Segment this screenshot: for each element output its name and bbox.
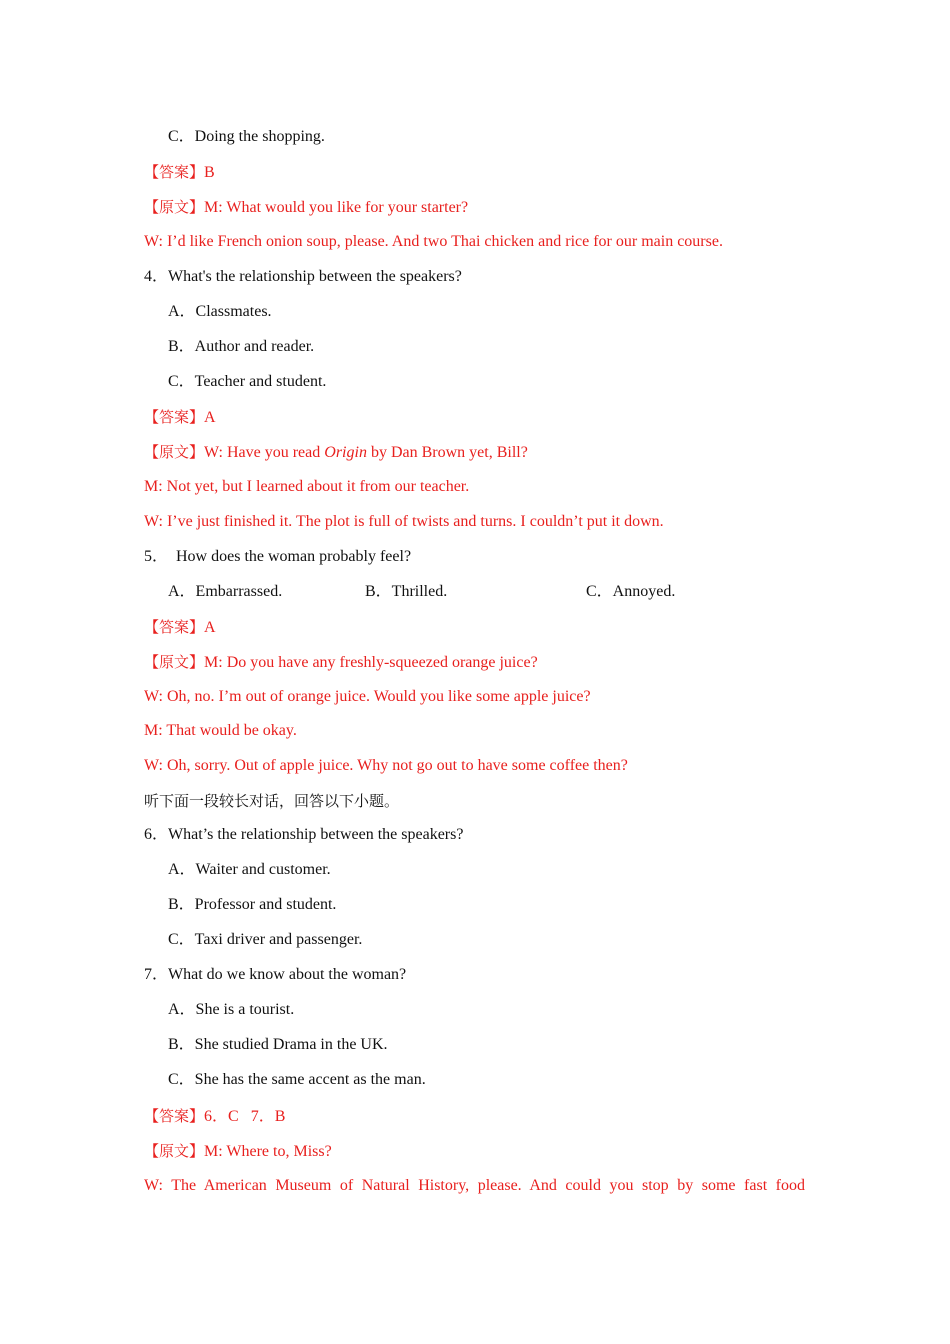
book-title: Origin	[324, 444, 367, 461]
transcript-label: 【原文】	[144, 443, 205, 461]
answer-label: 【答案】	[144, 1107, 205, 1125]
q7-option-a: A．She is a tourist.	[168, 1001, 295, 1018]
q6-7-answer	[144, 1106, 285, 1126]
q3-transcript: 【原文】M: What would you like for your starter?	[144, 198, 469, 216]
transcript-label: 【原文】	[144, 198, 205, 216]
q6-option-c: C．Taxi driver and passenger.	[168, 931, 363, 948]
q3-answer	[144, 162, 215, 182]
q6-7-transcript-line: W: The American Museum of Natural History, please. And could you stop by some fast food	[144, 1177, 805, 1194]
q5-transcript-line: M: That would be okay.	[144, 722, 297, 739]
transcript-label: 【原文】	[144, 1142, 205, 1160]
q6-option-a: A．Waiter and customer.	[168, 861, 331, 878]
q6-question: 6．What’s the relationship between the speakers?	[144, 826, 464, 843]
q5-transcript-line: W: Oh, no. I’m out of orange juice. Would you like some apple juice?	[144, 688, 591, 705]
q5-answer	[144, 617, 216, 637]
q7-option-b: B．She studied Drama in the UK.	[168, 1036, 388, 1053]
q3-transcript-line: W: I’d like French onion soup, please. And two Thai chicken and rice for our main course.	[144, 233, 723, 250]
q4-transcript: 【原文】W: Have you read Origin by Dan Brown yet, Bill?	[144, 443, 528, 461]
q5-option-a: A．Embarrassed.	[168, 583, 283, 600]
q7-question: 7．What do we know about the woman?	[144, 966, 407, 983]
q5-transcript-line: W: Oh, sorry. Out of apple juice. Why not go out to have some coffee then?	[144, 757, 628, 774]
answer-value: A	[204, 409, 216, 426]
q4-option-a: A．Classmates.	[168, 303, 272, 320]
q5-option-c: C．Annoyed.	[586, 583, 676, 600]
answer-label: 【答案】	[144, 408, 205, 426]
transcript-label: 【原文】	[144, 653, 205, 671]
q6-7-transcript: 【原文】M: Where to, Miss?	[144, 1142, 332, 1160]
answer-label: 【答案】	[144, 618, 205, 636]
q4-option-c: C．Teacher and student.	[168, 373, 327, 390]
q3-option-c: C．Doing the shopping.	[168, 128, 325, 145]
answer-value: A	[204, 619, 216, 636]
section-instruction: 听下面一段较长对话，回答以下小题。	[144, 792, 400, 810]
q5-question: 5． How does the woman probably feel?	[144, 548, 412, 565]
q5-transcript: 【原文】M: Do you have any freshly-squeezed orange juice?	[144, 653, 538, 671]
q4-answer	[144, 407, 216, 427]
q4-transcript-line: W: I’ve just finished it. The plot is full of twists and turns. I couldn’t put it down.	[144, 513, 664, 530]
q6-option-b: B．Professor and student.	[168, 896, 337, 913]
q4-transcript-line: M: Not yet, but I learned about it from our teacher.	[144, 478, 470, 495]
answer-value: B	[204, 164, 215, 181]
q7-option-c: C．She has the same accent as the man.	[168, 1071, 426, 1088]
q4-question: 4．What's the relationship between the speakers?	[144, 268, 462, 285]
answer-label: 【答案】	[144, 163, 205, 181]
answer-value: 6．C 7．B	[204, 1108, 286, 1125]
q4-option-b: B．Author and reader.	[168, 338, 315, 355]
q5-option-b: B．Thrilled.	[365, 583, 448, 600]
